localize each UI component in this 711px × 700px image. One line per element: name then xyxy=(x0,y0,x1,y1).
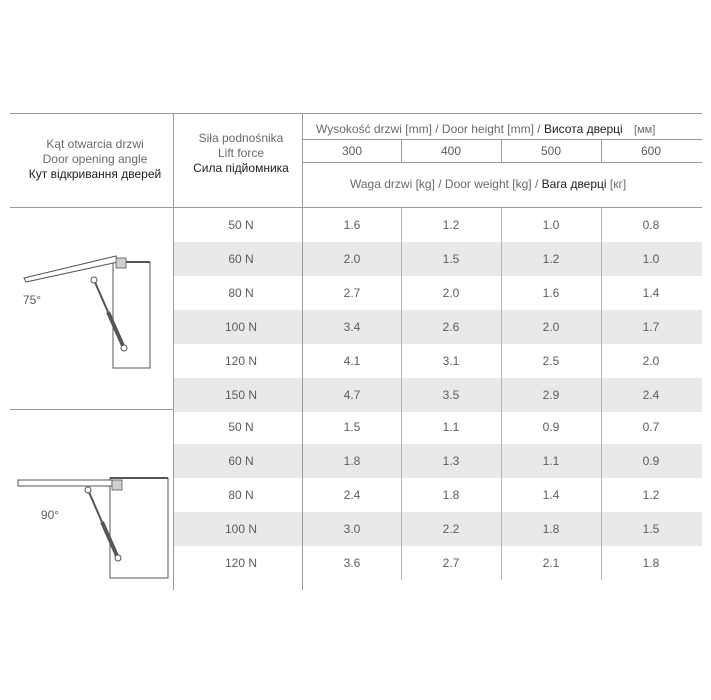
force-cell: 50 N xyxy=(228,420,254,434)
door-height-label-uk: Висота дверці xyxy=(543,122,623,136)
weight-cell: 0.9 xyxy=(542,420,560,434)
weight-cell: 2.4 xyxy=(642,388,660,402)
weight-cell: 2.7 xyxy=(343,286,361,300)
cabinet-side xyxy=(113,262,150,368)
row-col-rule xyxy=(501,546,502,580)
angle-label-uk: Кут відкривання дверей xyxy=(28,167,162,181)
weight-cell: 1.3 xyxy=(442,454,460,468)
angle-90-label: 90° xyxy=(40,508,60,522)
row-col-rule xyxy=(501,344,502,378)
weight-cell: 2.9 xyxy=(542,388,560,402)
force-cell: 80 N xyxy=(228,286,254,300)
weight-cell: 1.0 xyxy=(542,218,560,232)
row-col-rule xyxy=(601,242,602,276)
weight-cell: 1.8 xyxy=(542,522,560,536)
force-label-pl: Siła podnośnika xyxy=(198,131,284,145)
weight-cell: 1.8 xyxy=(442,488,460,502)
opened-door-panel xyxy=(24,256,118,282)
angle-75-label: 75° xyxy=(22,293,42,307)
weight-cell: 2.6 xyxy=(442,320,460,334)
weight-cell: 3.6 xyxy=(343,556,361,570)
height-header-300: 300 xyxy=(341,144,363,158)
row-col-rule xyxy=(501,208,502,242)
weight-cell: 2.2 xyxy=(442,522,460,536)
weight-cell: 1.5 xyxy=(442,252,460,266)
force-cell: 60 N xyxy=(228,252,254,266)
weight-cell: 2.0 xyxy=(442,286,460,300)
force-cell: 120 N xyxy=(224,354,258,368)
force-label-uk: Сила підйомника xyxy=(193,161,289,175)
strut-bottom-pivot xyxy=(115,555,121,561)
weight-cell: 3.5 xyxy=(442,388,460,402)
angle-label-en: Door opening angle xyxy=(42,152,148,166)
weight-cell: 1.1 xyxy=(442,420,460,434)
row-col-rule xyxy=(601,478,602,512)
cabinet-side xyxy=(110,478,168,578)
row-col-rule xyxy=(601,512,602,546)
weight-cell: 2.1 xyxy=(542,556,560,570)
weight-cell: 2.4 xyxy=(343,488,361,502)
force-cell: 60 N xyxy=(228,454,254,468)
row-col-rule xyxy=(601,344,602,378)
row-col-rule xyxy=(401,546,402,580)
weight-cell: 1.4 xyxy=(542,488,560,502)
row-col-rule xyxy=(401,478,402,512)
weight-cell: 1.8 xyxy=(343,454,361,468)
door-weight-label-pl-en: Waga drzwi [kg] / Door weight [kg] / xyxy=(350,177,539,191)
weight-cell: 1.0 xyxy=(642,252,660,266)
door-weight-unit: [кг] xyxy=(609,177,627,191)
weight-cell: 2.0 xyxy=(542,320,560,334)
row-col-rule xyxy=(601,378,602,412)
row-col-rule xyxy=(501,512,502,546)
weight-cell: 1.8 xyxy=(642,556,660,570)
door-height-label-pl-en: Wysokość drzwi [mm] / Door height [mm] / xyxy=(316,122,541,136)
row-col-rule xyxy=(501,310,502,344)
hinge-block xyxy=(116,258,126,268)
force-cell: 150 N xyxy=(224,388,258,402)
hinge-block xyxy=(112,480,122,490)
strut-top-pivot xyxy=(91,277,97,283)
weight-cell: 3.0 xyxy=(343,522,361,536)
weight-cell: 2.7 xyxy=(442,556,460,570)
weight-cell: 1.1 xyxy=(542,454,560,468)
row-col-rule xyxy=(401,444,402,478)
weight-cell: 3.4 xyxy=(343,320,361,334)
row-col-rule xyxy=(601,310,602,344)
weight-cell: 0.9 xyxy=(642,454,660,468)
row-col-rule xyxy=(501,276,502,310)
weight-cell: 1.4 xyxy=(642,286,660,300)
strut-bottom-pivot xyxy=(121,345,127,351)
weight-cell: 1.7 xyxy=(642,320,660,334)
weight-cell: 1.2 xyxy=(542,252,560,266)
force-cell: 100 N xyxy=(224,522,258,536)
door-75-illustration xyxy=(22,250,157,370)
strut-top-pivot xyxy=(85,487,91,493)
weight-cell: 0.7 xyxy=(642,420,660,434)
height-values-rule xyxy=(302,162,702,163)
height-col-rule-2 xyxy=(501,139,502,162)
height-header-600: 600 xyxy=(640,144,662,158)
height-header-500: 500 xyxy=(540,144,562,158)
force-label-en: Lift force xyxy=(217,146,265,160)
angle-label-pl: Kąt otwarcia drzwi xyxy=(46,137,144,151)
row-col-rule xyxy=(501,242,502,276)
row-col-rule xyxy=(601,276,602,310)
weight-cell: 4.7 xyxy=(343,388,361,402)
force-cell: 100 N xyxy=(224,320,258,334)
height-row-rule xyxy=(302,139,702,140)
weight-cell: 1.2 xyxy=(442,218,460,232)
weight-cell: 0.8 xyxy=(642,218,660,232)
door-height-label xyxy=(316,122,655,136)
force-cell: 120 N xyxy=(224,556,258,570)
door-height-unit: [мм] xyxy=(634,124,656,136)
weight-cell: 1.2 xyxy=(642,488,660,502)
height-col-rule-3 xyxy=(601,139,602,162)
row-col-rule xyxy=(401,276,402,310)
row-col-rule xyxy=(401,310,402,344)
gas-strut-rod xyxy=(94,280,108,312)
weight-cell: 1.5 xyxy=(642,522,660,536)
weight-cell: 2.0 xyxy=(343,252,361,266)
row-col-rule xyxy=(601,546,602,580)
weight-cell: 2.0 xyxy=(642,354,660,368)
row-col-rule xyxy=(401,378,402,412)
weight-cell: 1.6 xyxy=(343,218,361,232)
row-col-rule xyxy=(401,512,402,546)
row-col-rule xyxy=(601,444,602,478)
row-col-rule xyxy=(401,410,402,444)
table-top-rule xyxy=(10,113,702,114)
row-col-rule xyxy=(401,344,402,378)
weight-cell: 3.1 xyxy=(442,354,460,368)
row-col-rule xyxy=(401,242,402,276)
door-weight-label xyxy=(350,177,626,191)
door-90-illustration xyxy=(18,470,158,580)
row-col-rule xyxy=(501,444,502,478)
row-col-rule xyxy=(601,410,602,444)
weight-cell: 4.1 xyxy=(343,354,361,368)
force-cell: 80 N xyxy=(228,488,254,502)
row-col-rule xyxy=(601,208,602,242)
weight-cell: 2.5 xyxy=(542,354,560,368)
height-header-400: 400 xyxy=(440,144,462,158)
header-bottom-rule xyxy=(10,207,702,208)
height-col-rule-1 xyxy=(401,139,402,162)
row-col-rule xyxy=(501,410,502,444)
opened-door-panel xyxy=(18,480,112,486)
door-weight-label-uk: Вага дверці xyxy=(541,177,607,191)
gas-strut-rod xyxy=(88,490,102,522)
row-col-rule xyxy=(501,378,502,412)
row-col-rule xyxy=(401,208,402,242)
weight-cell: 1.5 xyxy=(343,420,361,434)
force-cell: 50 N xyxy=(228,218,254,232)
weight-cell: 1.6 xyxy=(542,286,560,300)
row-col-rule xyxy=(501,478,502,512)
